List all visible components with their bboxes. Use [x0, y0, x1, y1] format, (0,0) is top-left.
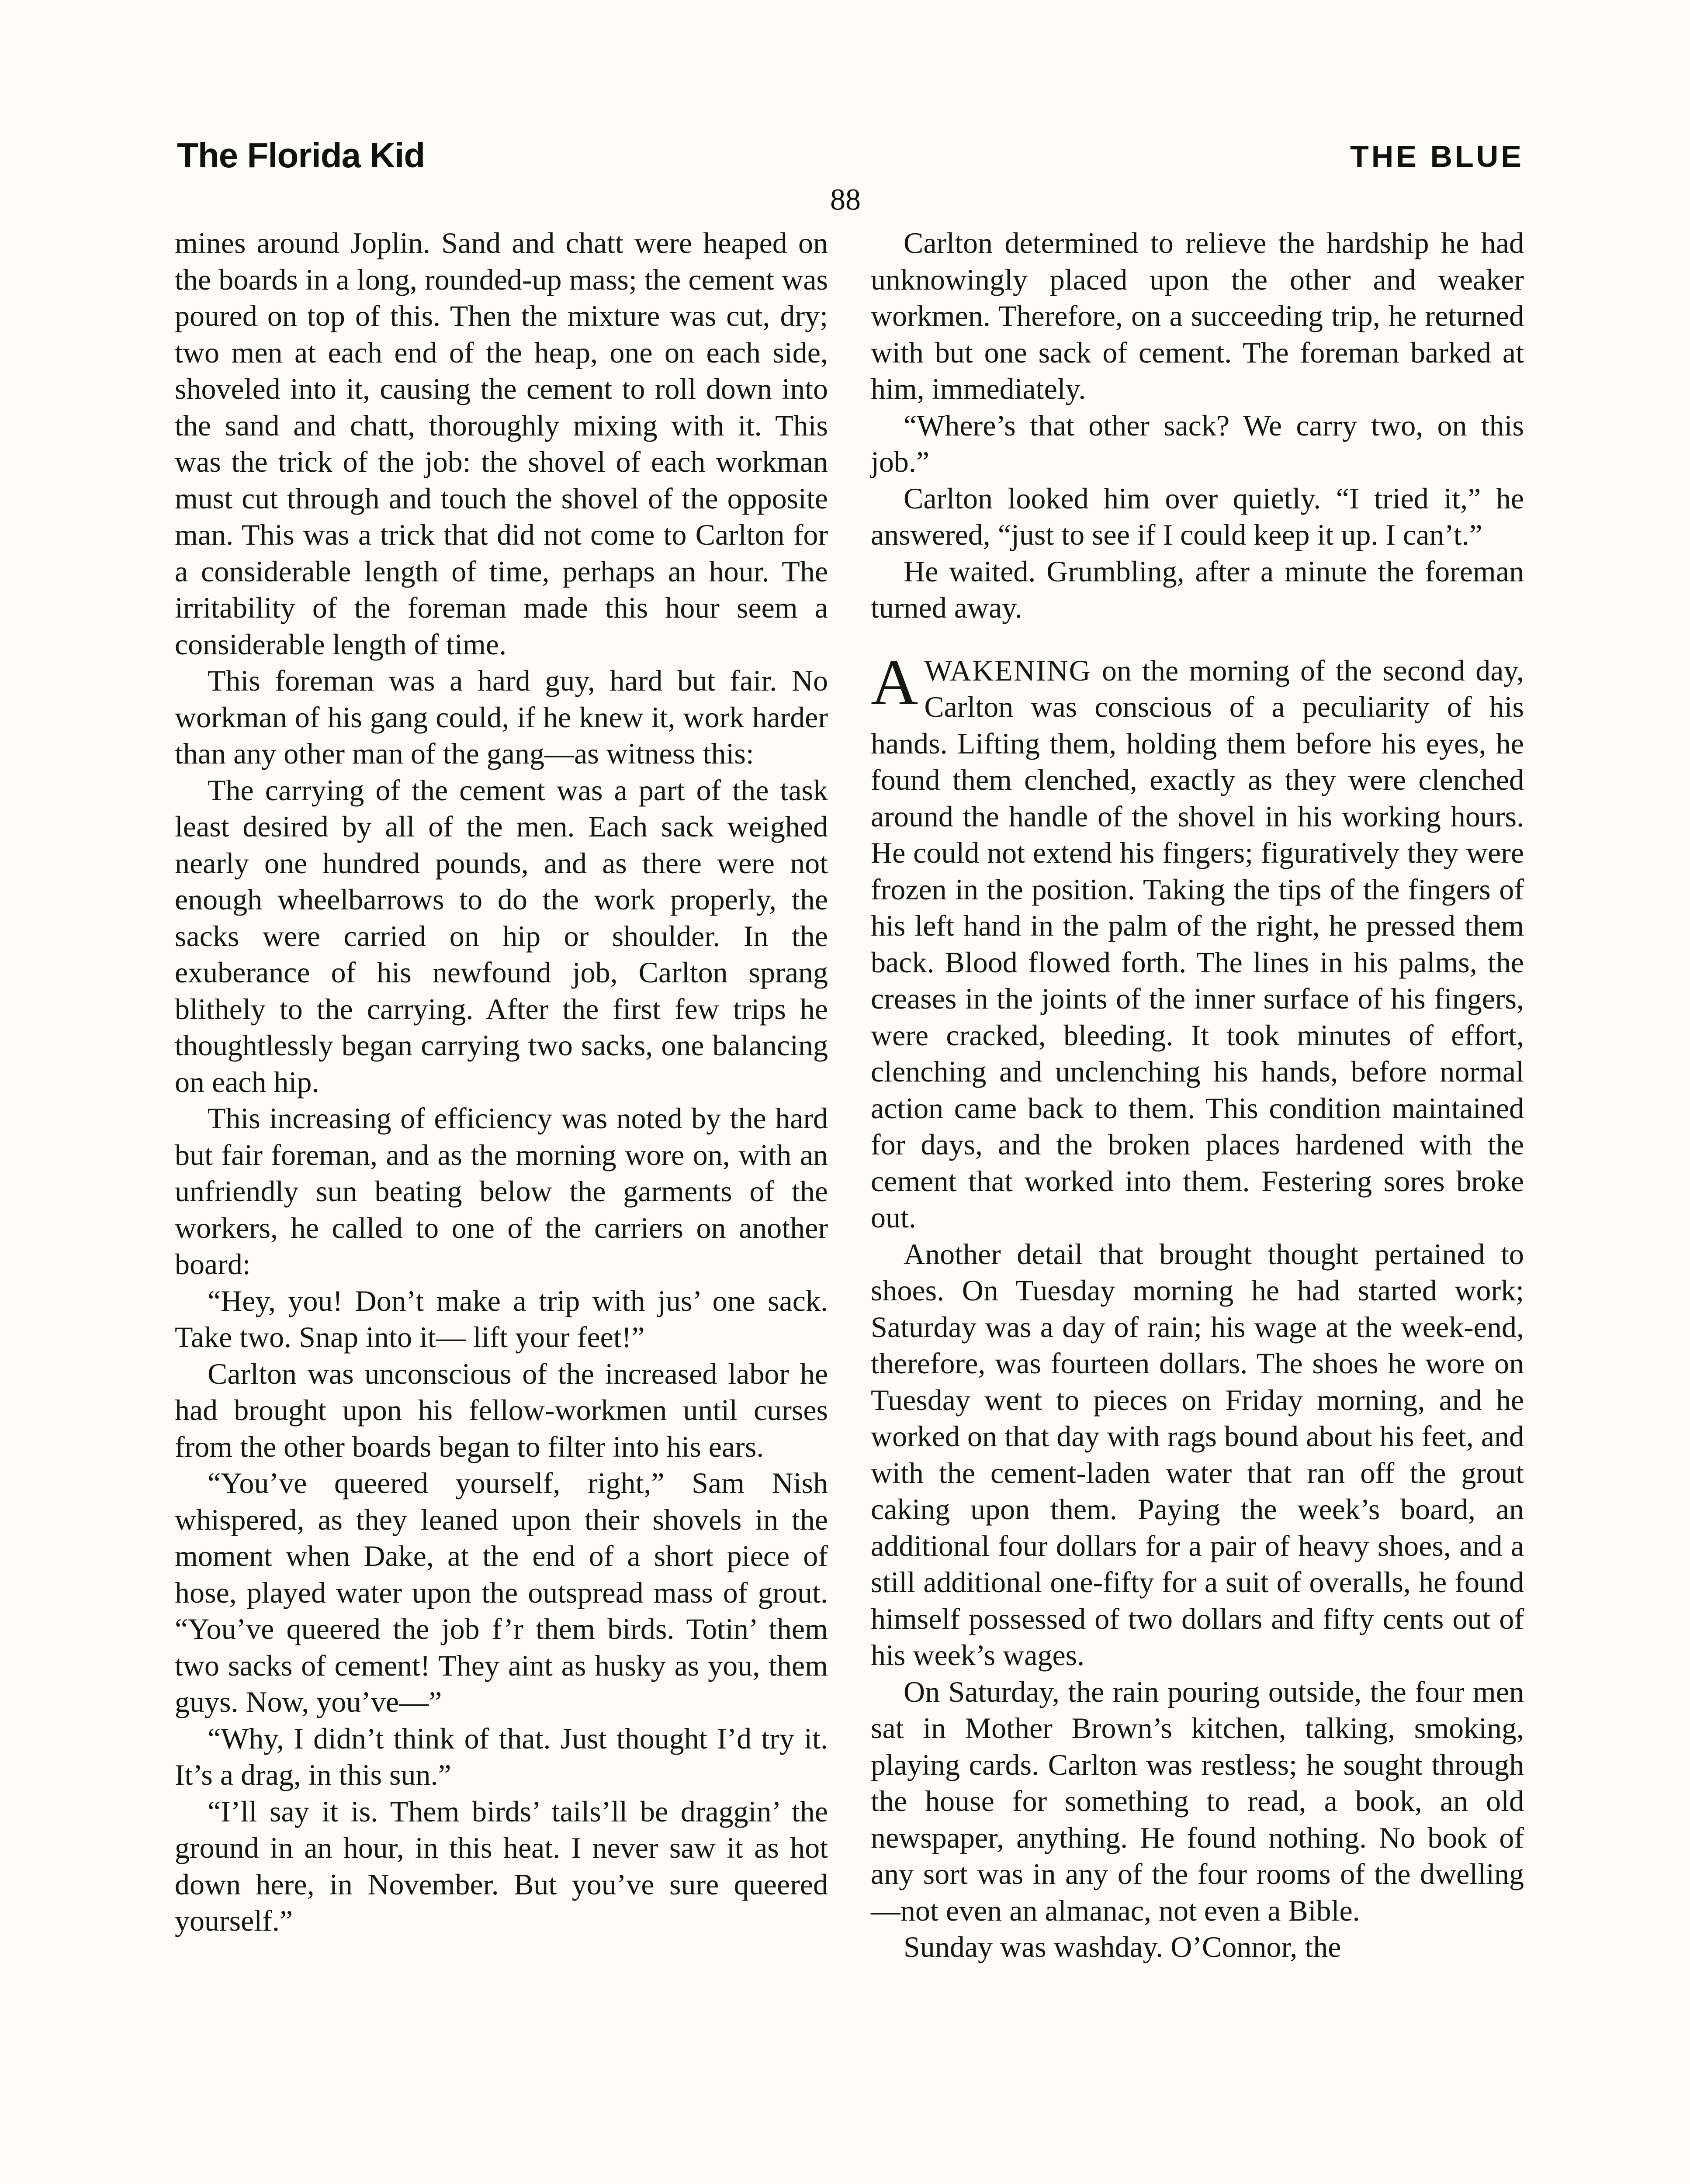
- paragraph: Sunday was washday. O’Connor, the: [904, 1930, 1341, 1963]
- paragraph: “Where’s that other sack? We carry two, on this job.”: [871, 408, 1524, 478]
- paragraph: On Saturday, the rain pouring outside, the four men sat in Mother Brown’s kitchen, talking, smoking, playing cards. Carlton was restless; he sought through the house for something to read, a book, an old newspaper, anything. He found nothing. No book of any sort was in any of the four rooms of the dwelling—not even an almanac, not even a Bible.: [871, 1675, 1524, 1927]
- opening-text: on the morning of the second day, Carlton was conscious of a peculiarity of his hands. Lifting them, holding them before his eyes, he found them clenched, exactly as they were clenched around the handle of the shovel in his working hours. He could not extend his fingers; figuratively they were frozen in the position. Taking the tips of the fingers of his left hand in the palm of the right, he pressed them back. Blood flowed forth. The lines in his palms, the creases in the joints of the inner surface of his fingers, were cracked, bleeding. It took minutes of effort, clenching and unclenching his hands, before normal action came back to them. This condition maintained for days, and the broken places hardened with the cement that worked into them. Festering sores broke out.: [871, 653, 1524, 1234]
- paragraph: Carlton looked him over quietly. “I tried it,” he answered, “just to see if I could keep it up. I can’t.”: [871, 481, 1524, 551]
- section-opening-paragraph: [871, 646, 1524, 1236]
- paragraph: “You’ve queered yourself, right,” Sam Nish whispered, as they leaned upon their shovels in the moment when Dake, at the end of a short piece of hose, played water upon the outspread mass of grout. “You’ve queered the job f’r them birds. Totin’ them two sacks of cement! They aint as husky as you, them guys. Now, you’ve—”: [175, 1466, 828, 1718]
- paragraph: Another detail that brought thought pertained to shoes. On Tuesday morning he had started work; Saturday was a day of rain; his wage at the week-end, therefore, was fourteen dollars. The shoes he wore on Tuesday went to pieces on Friday morning, and he worked on that day with rags bound about his feet, and with the cement-laden water that ran off the grout caking upon them. Paying the week’s board, an additional four dollars for a pair of heavy shoes, and a still additional one-fifty for a suit of overalls, he found himself possessed of two dollars and fifty cents out of his week’s wages.: [871, 1237, 1524, 1672]
- left-column: [175, 225, 828, 1939]
- small-caps-lead: WAKENING: [924, 653, 1091, 687]
- paragraph: The carrying of the cement was a part of the task least desired by all of the men. Each sack weighed nearly one hundred pounds, and as there were not enough wheelbarrows to do the work properly, the sacks were carried on hip or shoulder. In the exuberance of his newfound job, Carlton sprang blithely to the carrying. After the first few trips he thoughtlessly began carrying two sacks, one balancing on each hip.: [175, 773, 828, 1099]
- magazine-section-title: THE BLUE: [1350, 139, 1524, 173]
- paragraph: This increasing of efficiency was noted by the hard but fair foreman, and as the morning wore on, with an unfriendly sun beating below the garments of the workers, he called to one of the carriers on another board:: [175, 1102, 828, 1281]
- paragraph: “Why, I didn’t think of that. Just thought I’d try it. It’s a drag, in this sun.”: [175, 1721, 828, 1791]
- right-column: [871, 225, 1524, 1966]
- drop-cap: A: [871, 646, 918, 719]
- paragraph: This foreman was a hard guy, hard but fair. No workman of his gang could, if he knew it, work harder than any other man of the gang—as witness this:: [175, 664, 828, 770]
- running-title: The Florida Kid: [177, 136, 425, 175]
- paragraph: Carlton determined to relieve the hardship he had unknowingly placed upon the other and weaker workmen. Therefore, on a succeeding trip, he returned with but one sack of cement. The foreman barked at him, immediately.: [871, 226, 1524, 405]
- paragraph: “I’ll say it is. Them birds’ tails’ll be draggin’ the ground in an hour, in this heat. I never saw it as hot down here, in November. But you’ve sure queered yourself.”: [175, 1794, 828, 1937]
- paragraph: mines around Joplin. Sand and chatt were heaped on the boards in a long, rounded-up mass; the cement was poured on top of this. Then the mixture was cut, dry; two men at each end of the heap, one on each side, shoveled into it, causing the cement to roll down into the sand and chatt, thoroughly mixing with it. This was the trick of the job: the shovel of each workman must cut through and touch the shovel of the opposite man. This was a trick that did not come to Carlton for a considerable length of time, perhaps an hour. The irritability of the foreman made this hour seem a considerable length of time.: [175, 226, 828, 661]
- paragraph: He waited. Grumbling, after a minute the foreman turned away.: [871, 554, 1524, 624]
- paragraph: “Hey, you! Don’t make a trip with jus’ one sack. Take two. Snap into it— lift your feet!”: [175, 1284, 828, 1354]
- page-number: 88: [830, 183, 861, 217]
- paragraph: Carlton was unconscious of the increased labor he had brought upon his fellow-workmen until curses from the other boards began to filter into his ears.: [175, 1357, 828, 1463]
